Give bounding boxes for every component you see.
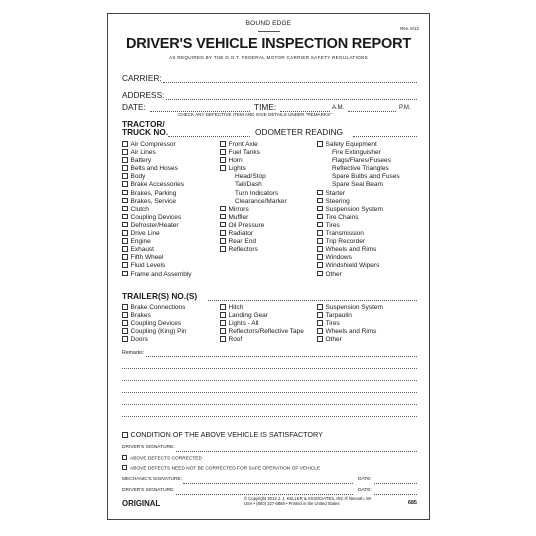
- condition-row[interactable]: [122, 430, 323, 439]
- inspection-item[interactable]: [317, 230, 400, 238]
- inspection-item-label: Air Compressor: [130, 141, 176, 148]
- inspection-item-label: Fuel Tanks: [228, 149, 260, 157]
- checkbox[interactable]: [122, 198, 128, 204]
- inspection-item-label: Radiator: [228, 230, 254, 238]
- instruction-text: CHECK ANY DEFECTIVE ITEM AND GIVE DETAILS UNDER "REMARKS": [178, 112, 332, 117]
- inspection-item[interactable]: [122, 214, 192, 222]
- checkbox[interactable]: [122, 246, 128, 252]
- checkbox[interactable]: [220, 238, 226, 244]
- inspection-item-label: Drive Line: [130, 230, 160, 238]
- inspection-item[interactable]: [317, 238, 400, 246]
- inspection-item: [220, 173, 287, 181]
- trailer-label: TRAILER(S) NO.(S): [122, 291, 198, 301]
- checkbox[interactable]: [122, 312, 128, 318]
- inspection-item-label: Tail/Dash: [235, 181, 262, 189]
- inspection-item[interactable]: [220, 165, 287, 173]
- checkbox[interactable]: [220, 222, 226, 228]
- inspection-item-label: Frame and Assembly: [130, 270, 192, 278]
- inspection-item-label: Starter: [325, 189, 346, 197]
- inspection-item[interactable]: [220, 157, 287, 165]
- inspection-item: [317, 157, 400, 165]
- publisher-address: USA • (800) 327-6868 • Printed in the United States: [244, 501, 340, 506]
- inspection-item-label: Hitch: [228, 304, 244, 311]
- checkbox[interactable]: [317, 190, 323, 196]
- pm-field[interactable]: [348, 111, 396, 112]
- inspection-item-label: Reflectors/Reflective Tape: [228, 328, 304, 336]
- checkbox[interactable]: [220, 149, 226, 155]
- inspection-item[interactable]: [122, 206, 192, 214]
- defects-not-needed-text: ABOVE DEFECTS NEED NOT BE CORRECTED FOR SAFE OPERATION OF VEHICLE: [130, 466, 321, 472]
- driver-signature2-label: DRIVER'S SIGNATURE:: [122, 488, 175, 493]
- inspection-item[interactable]: [317, 328, 383, 336]
- inspection-item[interactable]: [122, 320, 187, 328]
- inspection-item-label: Coupling (King) Pin: [130, 328, 187, 336]
- checkbox[interactable]: [122, 165, 128, 171]
- inspection-item-label: Engine: [130, 238, 151, 246]
- checkbox[interactable]: [122, 222, 128, 228]
- inspection-item-label: Trip Recorder: [325, 238, 365, 246]
- checkbox[interactable]: [220, 312, 226, 318]
- remarks-line[interactable]: [122, 392, 417, 393]
- tractor-items-col3: [317, 141, 400, 279]
- inspection-item: [220, 198, 287, 206]
- revision-label: Rev. 6/12: [400, 26, 419, 31]
- inspection-item-label: Roof: [228, 336, 243, 344]
- inspection-item-label: Windows: [325, 254, 352, 262]
- checkbox[interactable]: [122, 320, 128, 326]
- inspection-item[interactable]: [317, 336, 383, 344]
- defects-corrected-row[interactable]: [122, 455, 202, 462]
- checkbox[interactable]: [317, 141, 323, 147]
- inspection-item-label: Rear End: [228, 238, 256, 246]
- carrier-label: CARRIER:: [122, 73, 162, 83]
- inspection-item[interactable]: [122, 149, 192, 157]
- inspection-item-label: Air Lines: [130, 149, 156, 157]
- date-label: DATE:: [122, 102, 146, 112]
- checkbox[interactable]: [122, 271, 128, 277]
- trailer-items-col1: [122, 304, 187, 344]
- driver-signature2-field[interactable]: [176, 494, 353, 495]
- inspection-item[interactable]: [122, 190, 192, 198]
- inspection-item-label: Muffler: [228, 213, 249, 221]
- inspection-item[interactable]: [122, 304, 187, 312]
- inspection-item-label: Doors: [130, 336, 148, 344]
- checkbox[interactable]: [317, 254, 323, 260]
- inspection-item[interactable]: [220, 230, 287, 238]
- inspection-item-label: Horn: [228, 157, 243, 165]
- inspection-item-label: Lights - All: [228, 320, 259, 328]
- inspection-item[interactable]: [220, 141, 287, 149]
- form-title: DRIVER'S VEHICLE INSPECTION REPORT: [125, 36, 412, 52]
- bound-edge-mark: [258, 31, 280, 32]
- inspection-item[interactable]: [317, 246, 400, 254]
- driver-date-label: DATE:: [358, 488, 372, 493]
- checkbox[interactable]: [220, 165, 226, 171]
- checkbox[interactable]: [122, 181, 128, 187]
- am-label: A.M.: [332, 105, 345, 111]
- inspection-item-label: Lights: [228, 165, 246, 173]
- checkbox[interactable]: [220, 246, 226, 252]
- remarks-label: Remarks:: [122, 350, 145, 356]
- truck-no-field[interactable]: [168, 136, 250, 137]
- inspection-item[interactable]: [122, 198, 192, 206]
- driver-date-field[interactable]: [374, 494, 417, 495]
- inspection-item: [220, 190, 287, 198]
- inspection-item[interactable]: [122, 222, 192, 230]
- checkbox[interactable]: [317, 328, 323, 334]
- checkbox[interactable]: [220, 157, 226, 163]
- checkbox[interactable]: [317, 246, 323, 252]
- address-label: ADDRESS:: [122, 90, 165, 100]
- trailer-no-field[interactable]: [208, 300, 417, 301]
- driver-signature-field[interactable]: [176, 451, 417, 452]
- checkbox[interactable]: [122, 328, 128, 334]
- inspection-item[interactable]: [317, 271, 400, 279]
- inspection-item-label: Belts and Hoses: [130, 165, 178, 173]
- time-label: TIME:: [254, 102, 277, 112]
- bound-edge-label: BOUND EDGE: [245, 20, 292, 27]
- checkbox[interactable]: [122, 206, 128, 212]
- checkbox[interactable]: [122, 173, 128, 179]
- inspection-item-label: Oil Pressure: [228, 221, 265, 229]
- inspection-item-label: Windshield Wipers: [325, 262, 380, 270]
- odometer-label: ODOMETER READING: [255, 127, 344, 137]
- inspection-item-label: Fifth Wheel: [130, 254, 164, 262]
- defects-not-needed-checkbox[interactable]: [122, 465, 127, 470]
- checkbox[interactable]: [317, 320, 323, 326]
- tractor-items-col2: [220, 141, 287, 254]
- inspection-item[interactable]: [317, 262, 400, 270]
- checkbox[interactable]: [122, 254, 128, 260]
- mechanic-signature-field[interactable]: [183, 483, 353, 484]
- checkbox[interactable]: [220, 141, 226, 147]
- checkbox[interactable]: [220, 214, 226, 220]
- checkbox[interactable]: [317, 222, 323, 228]
- inspection-item-label: Reflectors: [228, 246, 258, 254]
- inspection-item[interactable]: [317, 198, 400, 206]
- inspection-item-label: Other: [325, 270, 342, 278]
- checkbox[interactable]: [317, 238, 323, 244]
- inspection-item-label: Tarpaulin: [325, 312, 352, 320]
- checkbox[interactable]: [220, 206, 226, 212]
- inspection-item[interactable]: [317, 214, 400, 222]
- inspection-item-label: Fire Extinguisher: [332, 149, 381, 157]
- inspection-item[interactable]: [317, 206, 400, 214]
- inspection-item[interactable]: [317, 320, 383, 328]
- inspection-item-label: Brakes, Service: [130, 197, 177, 205]
- remarks-line[interactable]: [122, 380, 417, 381]
- defects-corrected-text: ABOVE DEFECTS CORRECTED: [130, 456, 202, 462]
- inspection-item: [220, 181, 287, 189]
- checkbox[interactable]: [220, 336, 226, 342]
- inspection-item-label: Transmission: [325, 230, 364, 238]
- inspection-item-label: Safety Equipment: [325, 141, 377, 148]
- inspection-item-label: Clearance/Marker: [235, 197, 287, 205]
- checkbox[interactable]: [317, 271, 323, 277]
- inspection-item[interactable]: [220, 222, 287, 230]
- inspection-item-label: Wheels and Rims: [325, 246, 377, 254]
- driver-signature-label: DRIVER'S SIGNATURE:: [122, 445, 175, 450]
- inspection-item-label: Fluid Levels: [130, 262, 166, 270]
- checkbox[interactable]: [317, 206, 323, 212]
- inspection-item-label: Flags/Flares/Fusees: [332, 157, 391, 165]
- inspection-item[interactable]: [220, 328, 304, 336]
- inspection-item: [317, 149, 400, 157]
- inspection-item-label: Spare Bulbs and Fuses: [332, 173, 400, 181]
- inspection-item[interactable]: [220, 214, 287, 222]
- inspection-item-label: Suspension System: [325, 304, 383, 311]
- checkbox[interactable]: [317, 230, 323, 236]
- inspection-item[interactable]: [317, 254, 400, 262]
- inspection-item[interactable]: [220, 149, 287, 157]
- checkbox[interactable]: [317, 336, 323, 342]
- inspection-item[interactable]: [122, 246, 192, 254]
- inspection-item-label: Brake Connections: [130, 304, 186, 311]
- inspection-item-label: Other: [325, 336, 342, 344]
- inspection-item[interactable]: [122, 312, 187, 320]
- inspection-item[interactable]: [122, 254, 192, 262]
- trailer-items-col3: [317, 304, 383, 344]
- inspection-item[interactable]: [220, 206, 287, 214]
- inspection-item-label: Mirrors: [228, 205, 249, 213]
- condition-text: CONDITION OF THE ABOVE VEHICLE IS SATISFACTORY: [130, 430, 323, 439]
- inspection-item-label: Brakes, Parking: [130, 189, 177, 197]
- inspection-item[interactable]: [317, 141, 400, 149]
- inspection-item-label: Brakes: [130, 312, 151, 320]
- checkbox[interactable]: [220, 304, 226, 310]
- pm-label: P.M.: [399, 105, 411, 111]
- inspection-item[interactable]: [122, 238, 192, 246]
- checkbox[interactable]: [122, 238, 128, 244]
- inspection-item-label: Spare Seal Beam: [332, 181, 383, 189]
- inspection-item[interactable]: [122, 262, 192, 270]
- inspection-item-label: Landing Gear: [228, 312, 268, 320]
- inspection-item[interactable]: [220, 336, 304, 344]
- mechanic-date-field[interactable]: [374, 483, 417, 484]
- checkbox[interactable]: [317, 262, 323, 268]
- inspection-item-label: Tires: [325, 221, 340, 229]
- odometer-field[interactable]: [353, 136, 417, 137]
- checkbox[interactable]: [122, 336, 128, 342]
- inspection-item[interactable]: [220, 304, 304, 312]
- checkbox[interactable]: [317, 198, 323, 204]
- inspection-item-label: Front Axle: [228, 141, 258, 148]
- checkbox[interactable]: [122, 214, 128, 220]
- inspection-report-form: [107, 13, 430, 520]
- copy-type-label: ORIGINAL: [122, 499, 161, 508]
- inspection-item[interactable]: [220, 320, 304, 328]
- checkbox[interactable]: [317, 214, 323, 220]
- checkbox[interactable]: [122, 157, 128, 163]
- inspection-item[interactable]: [122, 157, 192, 165]
- inspection-item-label: Body: [130, 173, 146, 181]
- inspection-item[interactable]: [220, 238, 287, 246]
- form-subtitle: AS REQUIRED BY THE D.O.T. FEDERAL MOTOR CARRIER SAFETY REGULATIONS: [169, 55, 368, 60]
- defects-corrected-checkbox[interactable]: [122, 455, 127, 460]
- checkbox[interactable]: [122, 304, 128, 310]
- inspection-item-label: Exhaust: [130, 246, 154, 254]
- inspection-item-label: Battery: [130, 157, 152, 165]
- condition-checkbox[interactable]: [122, 432, 128, 438]
- truck-no-label: TRUCK NO.: [122, 127, 169, 137]
- inspection-item-label: Wheels and Rims: [325, 328, 377, 336]
- tractor-label: TRACTOR/: [122, 119, 165, 129]
- trailer-items-col2: [220, 304, 304, 344]
- inspection-item[interactable]: [220, 246, 287, 254]
- inspection-item-label: Tires: [325, 320, 340, 328]
- mechanic-signature-label: MECHANIC'S SIGNATURE:: [122, 477, 182, 482]
- inspection-item-label: Coupling Devices: [130, 213, 182, 221]
- checkbox[interactable]: [220, 328, 226, 334]
- inspection-item[interactable]: [122, 328, 187, 336]
- inspection-item: [317, 173, 400, 181]
- defects-not-needed-row[interactable]: [122, 465, 320, 472]
- inspection-item-label: Defroster/Heater: [130, 221, 179, 229]
- inspection-item: [317, 181, 400, 189]
- checkbox[interactable]: [122, 149, 128, 155]
- address-field[interactable]: [166, 99, 417, 100]
- inspection-item[interactable]: [317, 304, 383, 312]
- checkbox[interactable]: [122, 190, 128, 196]
- checkbox[interactable]: [317, 304, 323, 310]
- inspection-item[interactable]: [317, 222, 400, 230]
- inspection-item[interactable]: [122, 336, 187, 344]
- tractor-items-col1: [122, 141, 192, 279]
- remarks-line[interactable]: [146, 356, 417, 357]
- checkbox[interactable]: [122, 262, 128, 268]
- checkbox[interactable]: [220, 230, 226, 236]
- inspection-item[interactable]: [317, 312, 383, 320]
- inspection-item-label: Steering: [325, 197, 350, 205]
- mechanic-date-label: DATE:: [358, 477, 372, 482]
- remarks-line[interactable]: [122, 368, 417, 369]
- inspection-item[interactable]: [220, 312, 304, 320]
- copyright-text: © Copyright 2012 J. J. KELLER & ASSOCIATES, INC.® Neenah, WI: [244, 496, 372, 501]
- inspection-item-label: Tire Chains: [325, 213, 359, 221]
- inspection-item[interactable]: [122, 181, 192, 189]
- form-number: 685: [407, 500, 417, 506]
- inspection-item[interactable]: [122, 173, 192, 181]
- inspection-item: [317, 165, 400, 173]
- inspection-item-label: Head/Stop: [235, 173, 266, 181]
- inspection-item-label: Brake Accessories: [130, 181, 184, 189]
- inspection-item[interactable]: [122, 165, 192, 173]
- checkbox[interactable]: [122, 230, 128, 236]
- inspection-item-label: Suspension System: [325, 205, 383, 213]
- remarks-line[interactable]: [122, 404, 417, 405]
- carrier-field[interactable]: [163, 82, 417, 83]
- inspection-item-label: Clutch: [130, 205, 149, 213]
- inspection-item[interactable]: [317, 190, 400, 198]
- inspection-item[interactable]: [122, 141, 192, 149]
- checkbox[interactable]: [220, 320, 226, 326]
- inspection-item-label: Coupling Devices: [130, 320, 182, 328]
- inspection-item-label: Turn Indicators: [235, 189, 279, 197]
- remarks-line[interactable]: [122, 416, 417, 417]
- inspection-item[interactable]: [122, 271, 192, 279]
- checkbox[interactable]: [122, 141, 128, 147]
- inspection-item[interactable]: [122, 230, 192, 238]
- inspection-item-label: Reflective Triangles: [332, 165, 389, 173]
- checkbox[interactable]: [317, 312, 323, 318]
